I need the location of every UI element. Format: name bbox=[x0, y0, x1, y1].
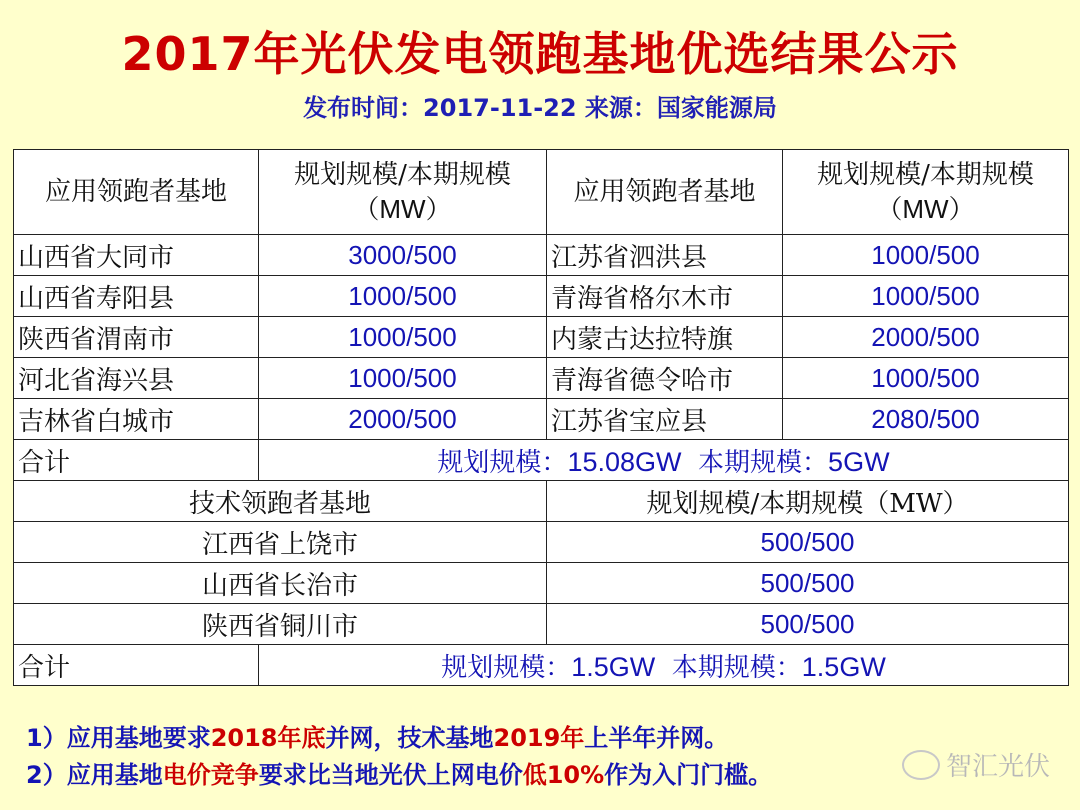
note-text: 作为入门门槛。 bbox=[604, 761, 773, 789]
tech-base-cell: 山西省长治市 bbox=[14, 563, 547, 604]
total-plan-label: 规划规模： bbox=[437, 447, 568, 478]
note-highlight: 电价竞争 bbox=[162, 761, 259, 789]
app-scale-cell: 1000/500 bbox=[783, 358, 1069, 399]
header-band bbox=[0, 0, 1080, 128]
total-label: 合计 bbox=[14, 440, 259, 481]
app-scale-cell: 3000/500 bbox=[259, 235, 547, 276]
app-scale-cell: 1000/500 bbox=[783, 235, 1069, 276]
total-current-label: 本期规模： bbox=[698, 447, 829, 478]
app-header-row bbox=[14, 150, 1069, 235]
col-scale-line1: 规划规模/本期规模 bbox=[817, 160, 1034, 190]
app-base-cell: 山西省寿阳县 bbox=[14, 276, 259, 317]
app-total-summary bbox=[259, 440, 1069, 481]
total-label: 合计 bbox=[14, 645, 259, 686]
note-text: 2）应用基地 bbox=[26, 761, 163, 789]
app-col-base-right: 应用领跑者基地 bbox=[547, 150, 783, 235]
tech-scale-cell: 500/500 bbox=[547, 522, 1069, 563]
note-text: 1）应用基地要求 bbox=[26, 724, 211, 752]
app-base-cell: 青海省德令哈市 bbox=[547, 358, 783, 399]
table-row bbox=[14, 276, 1069, 317]
tech-scale-cell: 500/500 bbox=[547, 563, 1069, 604]
table-row bbox=[14, 604, 1069, 645]
tech-col-scale: 规划规模/本期规模（MW） bbox=[547, 481, 1069, 522]
tech-total-row bbox=[14, 645, 1069, 686]
page-subtitle: 发布时间：2017-11-22 来源：国家能源局 bbox=[303, 94, 777, 122]
total-current-label: 本期规模： bbox=[671, 652, 802, 683]
table-row bbox=[14, 522, 1069, 563]
tech-col-base: 技术领跑者基地 bbox=[14, 481, 547, 522]
total-current-value: 1.5GW bbox=[801, 651, 886, 682]
app-base-cell: 内蒙古达拉特旗 bbox=[547, 317, 783, 358]
col-scale-line2: （MW） bbox=[876, 194, 975, 224]
app-scale-cell: 1000/500 bbox=[259, 358, 547, 399]
app-base-cell: 陕西省渭南市 bbox=[14, 317, 259, 358]
table-row bbox=[14, 235, 1069, 276]
app-base-cell: 青海省格尔木市 bbox=[547, 276, 783, 317]
note-highlight: 低10% bbox=[522, 761, 605, 789]
note-text: 并网，技术基地 bbox=[325, 724, 494, 752]
tech-base-cell: 江西省上饶市 bbox=[14, 522, 547, 563]
tech-scale-cell: 500/500 bbox=[547, 604, 1069, 645]
col-scale-line2: （MW） bbox=[353, 194, 452, 224]
results-table bbox=[13, 149, 1069, 686]
table-row bbox=[14, 399, 1069, 440]
app-scale-cell: 2000/500 bbox=[259, 399, 547, 440]
app-scale-cell: 2000/500 bbox=[783, 317, 1069, 358]
watermark-text: 智汇光伏 bbox=[945, 752, 1050, 782]
app-total-row bbox=[14, 440, 1069, 481]
app-scale-cell: 1000/500 bbox=[259, 317, 547, 358]
total-plan-label: 规划规模： bbox=[441, 652, 572, 683]
table-row bbox=[14, 358, 1069, 399]
tech-header-row bbox=[14, 481, 1069, 522]
app-col-scale-left bbox=[259, 150, 547, 235]
app-scale-cell: 2080/500 bbox=[783, 399, 1069, 440]
watermark bbox=[902, 746, 1050, 783]
app-base-cell: 江苏省宝应县 bbox=[547, 399, 783, 440]
note-text: 上半年并网。 bbox=[584, 724, 729, 752]
app-base-cell: 吉林省白城市 bbox=[14, 399, 259, 440]
wechat-icon bbox=[902, 750, 940, 780]
total-current-value: 5GW bbox=[828, 446, 890, 477]
note-highlight: 2019年 bbox=[493, 724, 585, 752]
page-title: 2017年光伏发电领跑基地优选结果公示 bbox=[121, 27, 959, 81]
note-text: 要求比当地光伏上网电价 bbox=[258, 761, 523, 789]
app-col-scale-right bbox=[783, 150, 1069, 235]
note-highlight: 2018年底 bbox=[210, 724, 326, 752]
table-row bbox=[14, 563, 1069, 604]
app-scale-cell: 1000/500 bbox=[259, 276, 547, 317]
app-base-cell: 山西省大同市 bbox=[14, 235, 259, 276]
tech-base-cell: 陕西省铜川市 bbox=[14, 604, 547, 645]
total-plan-value: 15.08GW bbox=[567, 446, 682, 477]
table-row bbox=[14, 317, 1069, 358]
total-plan-value: 1.5GW bbox=[571, 651, 656, 682]
app-base-cell: 河北省海兴县 bbox=[14, 358, 259, 399]
app-base-cell: 江苏省泗洪县 bbox=[547, 235, 783, 276]
col-scale-line1: 规划规模/本期规模 bbox=[294, 160, 511, 190]
app-col-base-left: 应用领跑者基地 bbox=[14, 150, 259, 235]
tech-total-summary bbox=[259, 645, 1069, 686]
app-scale-cell: 1000/500 bbox=[783, 276, 1069, 317]
